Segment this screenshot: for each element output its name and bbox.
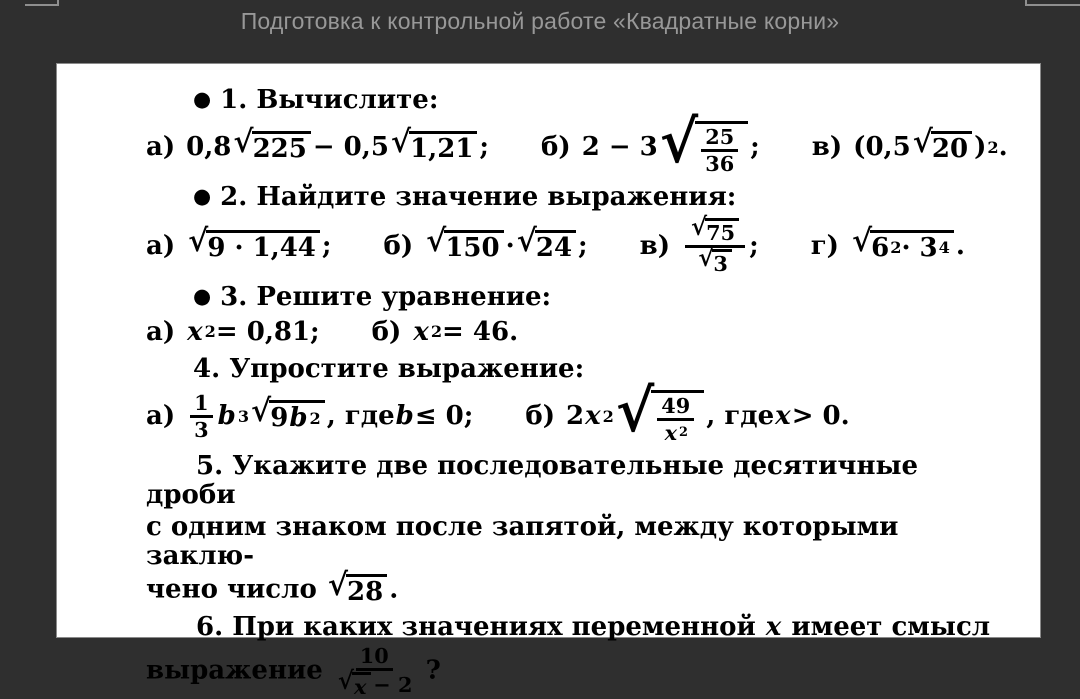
problem-number: 3.: [220, 281, 257, 312]
radical-icon: √: [251, 393, 272, 430]
problem-title: Вычислите:: [256, 85, 439, 115]
math-text: 49: [661, 392, 691, 418]
math-item: [146, 124, 490, 165]
math-text: с одним знаком после запятой, между которыми заклю-: [146, 511, 899, 571]
fraction: [657, 392, 694, 445]
item-label: б): [525, 401, 556, 432]
math-text: ?: [416, 655, 441, 686]
math-text: ·: [505, 230, 515, 261]
math-text: − 0,5: [312, 132, 389, 163]
math-item: [146, 222, 332, 263]
math-text: .: [955, 230, 965, 261]
radical-icon: √: [659, 107, 699, 177]
math-text: (0,5: [853, 132, 911, 163]
item-label: б): [383, 230, 414, 261]
problem-5: [146, 452, 1004, 608]
math-variable: x: [585, 401, 601, 432]
math-expression: (0,5 √ 20 ) 2 .: [853, 124, 1008, 165]
radical-icon: √: [327, 566, 349, 603]
bullet-icon: ●: [193, 182, 212, 208]
square-root: [516, 222, 576, 263]
math-text: 6. При каких значениях переменной: [196, 612, 765, 643]
math-variable: b: [395, 401, 414, 432]
fraction-denominator: [705, 152, 734, 175]
paragraph-line: [146, 645, 1004, 698]
radical-icon: √: [233, 124, 254, 161]
problem-header: [193, 283, 1004, 312]
square-root: [233, 124, 310, 165]
math-item: [810, 222, 965, 263]
math-text: 225: [252, 134, 307, 165]
math-text: 3: [713, 250, 728, 276]
item-label: г): [810, 230, 839, 261]
item-label: в): [639, 230, 671, 261]
math-text: .: [998, 132, 1008, 163]
item-label: а): [146, 401, 176, 432]
item-label: а): [146, 132, 176, 163]
fraction-numerator: [685, 211, 745, 248]
math-text: 9 · 1,44: [207, 232, 316, 263]
problem-header: [193, 355, 1004, 384]
radicand: [695, 121, 748, 175]
math-item: [639, 211, 759, 276]
math-text: 3: [194, 417, 209, 443]
square-root: [912, 124, 972, 165]
math-text: , где: [706, 401, 775, 432]
radicand: [705, 218, 739, 244]
math-text: 150: [445, 232, 500, 263]
item-label: а): [146, 316, 176, 347]
math-text: 0,8: [186, 132, 232, 163]
math-item: [146, 392, 473, 441]
math-variable: x: [413, 316, 429, 347]
fraction-numerator: [190, 392, 212, 418]
problem-1: [146, 85, 1008, 177]
math-variable: x: [664, 419, 677, 445]
math-text: 25: [705, 124, 735, 150]
fraction-denominator: x 2: [664, 419, 688, 445]
problem-items: [146, 211, 1004, 276]
math-text: > 0.: [791, 401, 850, 432]
math-text: 10: [359, 643, 389, 669]
math-expression: [681, 211, 759, 276]
square-root: [698, 242, 732, 276]
math-item: [811, 124, 1008, 165]
radicand: [206, 230, 320, 263]
paragraph-line: [146, 513, 1004, 571]
square-root: [327, 566, 387, 607]
fraction: [701, 126, 738, 175]
fraction: [336, 645, 413, 698]
math-variable: b: [289, 403, 308, 434]
problem-4: [146, 355, 1004, 444]
problem-title: Упростите выражение:: [229, 353, 585, 384]
radicand: [535, 230, 576, 263]
math-text: − 2: [373, 672, 413, 697]
math-variable: x: [187, 316, 203, 347]
square-root: [426, 222, 503, 263]
fraction-denominator: [194, 418, 208, 441]
math-text: 28: [347, 576, 384, 607]
math-expression: x 2 = 46.: [413, 316, 519, 347]
math-variable: x: [765, 612, 782, 643]
fraction-numerator: [701, 126, 738, 152]
item-label: а): [146, 230, 176, 261]
problem-number: 4.: [193, 353, 230, 384]
radicand: [409, 131, 477, 164]
math-text: = 46.: [442, 316, 519, 347]
math-text: 1,21: [410, 134, 474, 165]
paragraph-line: [146, 566, 1004, 607]
problem-3: [146, 283, 1004, 347]
math-expression: [850, 222, 965, 263]
radical-icon: √: [691, 211, 708, 241]
fraction-denominator: [336, 666, 413, 699]
math-expression: [581, 107, 760, 177]
problem-2: [146, 183, 1004, 275]
window-title: Подготовка к контрольной работе «Квадратные корни»: [240, 8, 840, 34]
radicand: [444, 230, 503, 263]
square-root: [337, 666, 372, 699]
radicand: [931, 131, 972, 164]
radical-icon: √: [516, 222, 537, 259]
math-text: 20: [931, 134, 969, 165]
math-text: 9: [270, 403, 289, 434]
math-text: 2: [566, 401, 585, 432]
worksheet-content: [57, 64, 1040, 698]
math-text: ≤ 0;: [414, 401, 474, 432]
fraction: [685, 211, 745, 276]
problem-number: 1.: [220, 85, 257, 115]
item-label: б): [541, 132, 571, 163]
problem-6: [146, 613, 1004, 698]
corner-mark-left-icon: [25, 0, 59, 6]
math-variable: b: [217, 401, 236, 432]
radicand: [352, 672, 371, 698]
math-expression: x 2 = 0,81;: [187, 316, 320, 347]
math-text: ;: [321, 230, 332, 261]
titlebar: [0, 0, 1080, 63]
radical-icon: √: [851, 222, 873, 259]
math-item: [383, 222, 588, 263]
fraction: [190, 392, 212, 441]
square-root: [691, 211, 739, 245]
math-text: 5. Укажите две последовательные десятичные дроби: [146, 450, 919, 510]
item-label: б): [371, 316, 402, 347]
math-text: · 3: [901, 232, 938, 263]
worksheet-page: [56, 63, 1041, 699]
square-root: [615, 375, 704, 445]
math-text: 24: [535, 232, 573, 263]
math-text: = 0,81;: [215, 316, 320, 347]
math-item: [525, 375, 850, 445]
math-text: ;: [749, 230, 759, 261]
math-text: имеет смысл: [782, 612, 991, 643]
radical-icon: √: [426, 222, 447, 259]
fraction-numerator: [657, 392, 694, 421]
item-label: в): [811, 132, 843, 163]
problem-items: [146, 318, 1004, 347]
radicand: 6 2 · 3 4: [870, 230, 954, 263]
math-text: ): [974, 132, 987, 163]
radicand: 9 b 2: [269, 400, 325, 433]
problem-header: [193, 86, 1004, 115]
math-item: [372, 318, 518, 347]
fraction-denominator: [696, 242, 734, 276]
problem-items: [146, 107, 1008, 177]
radical-icon: √: [615, 375, 655, 445]
radical-icon: √: [188, 222, 209, 259]
square-root: [251, 393, 325, 434]
radical-icon: √: [912, 124, 933, 161]
radicand: [712, 249, 731, 275]
math-text: 1: [194, 390, 209, 416]
math-text: 6: [871, 232, 890, 263]
bullet-icon: ●: [193, 282, 212, 308]
math-expression: [186, 124, 490, 165]
radicand: [252, 131, 311, 164]
math-text: 75: [706, 219, 736, 245]
math-text: 2 − 3: [581, 132, 658, 163]
square-root: [851, 222, 954, 263]
bullet-icon: ●: [193, 86, 212, 111]
problem-title: Решите уравнение:: [256, 281, 552, 312]
radical-icon: √: [390, 124, 412, 161]
corner-mark-right-icon: [1025, 0, 1080, 6]
math-text: ;: [578, 230, 588, 261]
math-text: ;: [750, 132, 760, 163]
math-expression: [424, 222, 588, 263]
math-variable: x: [353, 674, 367, 699]
radical-icon: √: [698, 242, 715, 272]
math-variable: x: [775, 401, 791, 432]
math-item: [541, 107, 760, 177]
math-item: [146, 318, 320, 347]
math-text: выражение: [146, 655, 332, 686]
math-text: чено число: [146, 574, 326, 605]
math-expression: 2 x 2 √ 49 x 2 , где x > 0.: [566, 375, 850, 445]
radicand: [346, 574, 387, 607]
problem-number: 2.: [220, 181, 257, 212]
radical-icon: √: [337, 666, 354, 695]
square-root: [390, 124, 478, 165]
square-root: [188, 222, 320, 263]
square-root: [659, 107, 748, 177]
math-text: ;: [479, 132, 490, 163]
problem-title: Найдите значение выражения:: [256, 181, 737, 212]
problem-header: [193, 183, 1004, 212]
paragraph-line: [146, 613, 1004, 642]
fraction-numerator: [356, 645, 393, 671]
math-text: 36: [705, 150, 735, 176]
problem-items: [146, 375, 1004, 445]
math-text: , где: [326, 401, 395, 432]
math-expression: $\frac{1}{3}$ b 3 √ 9 b 2 , где b ≤ 0;: [186, 392, 473, 441]
radicand: [651, 390, 704, 444]
math-text: .: [389, 574, 399, 605]
paragraph-line: [146, 452, 1004, 510]
math-expression: [186, 222, 332, 263]
